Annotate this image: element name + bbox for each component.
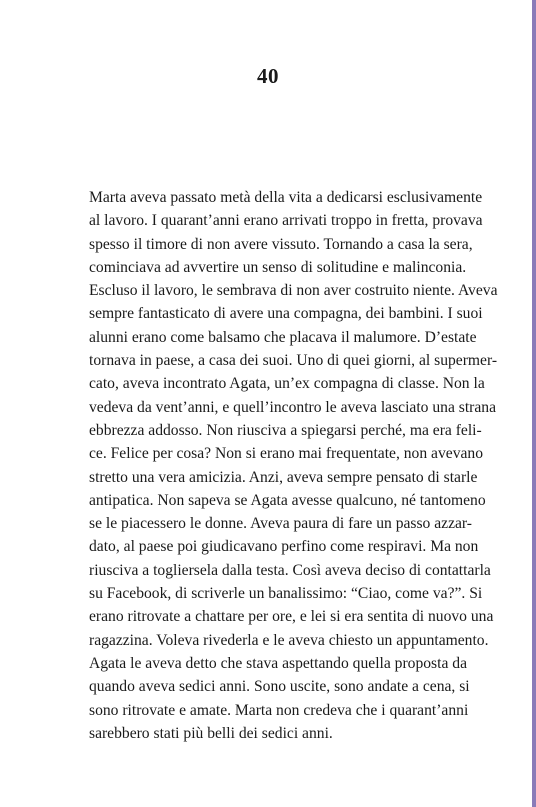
text-line: spesso il timore di non avere vissuto. Tornando a casa la sera, xyxy=(89,235,473,253)
text-line-last: sarebbero stati più belli dei sedici anni. xyxy=(89,724,333,742)
text-line: sempre fantasticato di avere una compagna, dei bambini. I suoi xyxy=(89,305,483,323)
page-edge-border xyxy=(532,0,536,807)
text-line: al lavoro. I quarant’anni erano arrivati troppo in fretta, provava xyxy=(89,212,483,230)
text-line: sono ritrovate e amate. Marta non credeva che i quarant’anni xyxy=(89,701,469,719)
text-line: ce. Felice per cosa? Non si erano mai frequentate, non avevano xyxy=(89,445,484,463)
text-line: Escluso il lavoro, le sembrava di non aver costruito niente. Aveva xyxy=(89,282,498,300)
text-line: alunni erano come balsamo che placava il malumore. D’estate xyxy=(89,328,477,346)
text-line: vedeva da vent’anni, e quell’incontro le aveva lasciato una strana xyxy=(89,398,496,416)
page-number: 40 xyxy=(257,64,279,88)
body-paragraph xyxy=(89,186,498,745)
text-line: ragazzina. Voleva rivederla e le aveva chiesto un appuntamento. xyxy=(89,631,489,649)
text-line: antipatica. Non sapeva se Agata avesse qualcuno, né tantomeno xyxy=(89,491,486,509)
text-line: stretto una vera amicizia. Anzi, aveva sempre pensato di starle xyxy=(89,468,478,486)
text-line: ebbrezza addosso. Non riusciva a spiegarsi perché, ma era feli- xyxy=(89,421,482,439)
text-line: Marta aveva passato metà della vita a dedicarsi esclusivamente xyxy=(89,189,483,206)
text-line: erano ritrovate a chattare per ore, e lei si era sentita di nuovo una xyxy=(89,608,494,626)
text-line: quando aveva sedici anni. Sono uscite, sono andate a cena, si xyxy=(89,678,470,696)
text-line: tornava in paese, a casa dei suoi. Uno di quei giorni, al supermer- xyxy=(89,352,498,370)
text-line: riusciva a togliersela dalla testa. Così aveva deciso di contattarla xyxy=(89,561,491,579)
text-line: cato, aveva incontrato Agata, un’ex compagna di classe. Non la xyxy=(89,375,485,393)
text-line: Agata le aveva detto che stava aspettando quella proposta da xyxy=(89,654,467,672)
text-line: se le piacessero le donne. Aveva paura di fare un passo azzar- xyxy=(89,515,472,533)
text-line: su Facebook, di scriverle un banalissimo: “Ciao, come va?”. Si xyxy=(89,585,483,603)
text-line: dato, al paese poi giudicavano perfino come respiravi. Ma non xyxy=(89,538,479,556)
text-line: cominciava ad avvertire un senso di solitudine e malinconia. xyxy=(89,258,467,276)
